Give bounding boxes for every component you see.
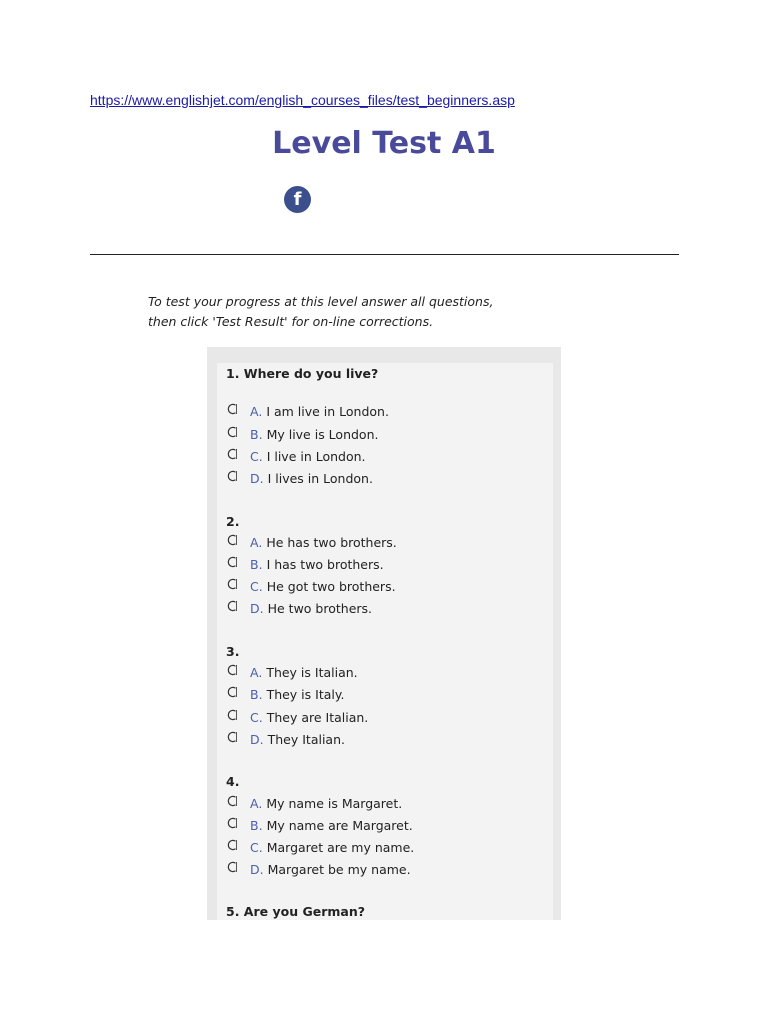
question-4-option-a[interactable]: A. My name is Margaret. xyxy=(226,796,402,816)
question-2-option-d[interactable]: D. He two brothers. xyxy=(226,601,372,621)
radio-button-icon[interactable] xyxy=(226,685,240,699)
question-2-label: 2. xyxy=(226,514,240,529)
question-1-option-a[interactable]: A. I am live in London. xyxy=(226,404,389,424)
question-1-option-c[interactable]: C. I live in London. xyxy=(226,449,366,469)
question-3-option-a[interactable]: A. They is Italian. xyxy=(226,665,358,685)
question-3-option-c[interactable]: C. They are Italian. xyxy=(226,710,368,730)
radio-button-icon[interactable] xyxy=(226,425,240,439)
radio-button-icon[interactable] xyxy=(226,708,240,722)
question-3-option-b[interactable]: B. They is Italy. xyxy=(226,687,344,707)
radio-button-icon[interactable] xyxy=(226,860,240,874)
question-2-option-b[interactable]: B. I has two brothers. xyxy=(226,557,384,577)
radio-button-icon[interactable] xyxy=(226,469,240,483)
intro-line-1: To test your progress at this level answer all questions, xyxy=(148,294,494,309)
question-5-label: 5. Are you German? xyxy=(226,904,365,919)
question-4-option-b[interactable]: B. My name are Margaret. xyxy=(226,818,413,838)
radio-button-icon[interactable] xyxy=(226,555,240,569)
radio-button-icon[interactable] xyxy=(226,816,240,830)
question-2-option-c[interactable]: C. He got two brothers. xyxy=(226,579,396,599)
question-2-option-a[interactable]: A. He has two brothers. xyxy=(226,535,397,555)
radio-button-icon[interactable] xyxy=(226,577,240,591)
intro-text xyxy=(148,292,493,332)
source-url-link[interactable]: https://www.englishjet.com/english_courses_files/test_beginners.asp xyxy=(90,92,515,108)
question-1-label: 1. Where do you live? xyxy=(226,366,379,381)
radio-button-icon[interactable] xyxy=(226,663,240,677)
radio-button-icon[interactable] xyxy=(226,794,240,808)
question-3-option-d[interactable]: D. They Italian. xyxy=(226,732,345,752)
intro-line-2: then click 'Test Result' for on-line corrections. xyxy=(148,314,434,329)
question-3-label: 3. xyxy=(226,644,240,659)
question-4-option-d[interactable]: D. Margaret be my name. xyxy=(226,862,411,882)
radio-button-icon[interactable] xyxy=(226,402,240,416)
radio-button-icon[interactable] xyxy=(226,730,240,744)
radio-button-icon[interactable] xyxy=(226,533,240,547)
radio-button-icon[interactable] xyxy=(226,599,240,613)
question-1-option-b[interactable]: B. My live is London. xyxy=(226,427,378,447)
radio-button-icon[interactable] xyxy=(226,838,240,852)
question-4-label: 4. xyxy=(226,774,240,789)
divider xyxy=(90,254,679,255)
radio-button-icon[interactable] xyxy=(226,447,240,461)
facebook-icon[interactable]: f xyxy=(284,186,311,213)
question-1-option-d[interactable]: D. I lives in London. xyxy=(226,471,373,491)
page-title: Level Test A1 xyxy=(272,126,496,161)
question-4-option-c[interactable]: C. Margaret are my name. xyxy=(226,840,414,860)
